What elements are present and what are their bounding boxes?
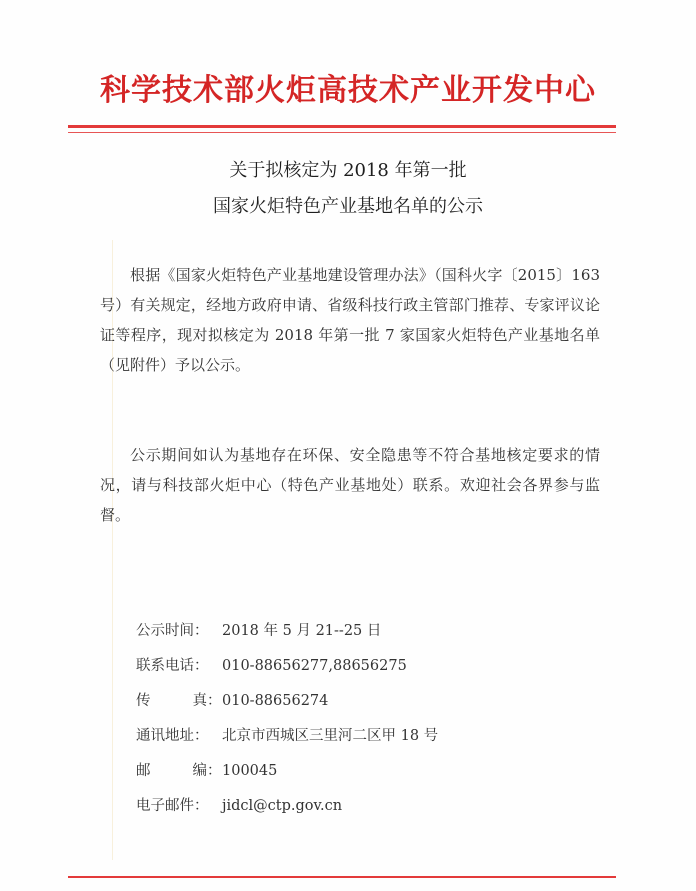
fax-label — [136, 684, 222, 719]
email-label: 电子邮件： — [136, 798, 209, 814]
letterhead-rule-thick — [68, 125, 616, 128]
address-row — [136, 719, 596, 754]
postcode-row — [136, 754, 596, 789]
notice-title-line-1: 关于拟核定为 2018 年第一批 — [229, 160, 467, 181]
postcode-label-char-1: 邮 — [136, 763, 151, 779]
postcode-label — [136, 754, 222, 789]
footer-rule — [68, 876, 616, 878]
publicity-period-label: 公示时间： — [136, 623, 209, 639]
letterhead-rule-thin — [68, 132, 616, 133]
notice-title-line-2: 国家火炬特色产业基地名单的公示 — [213, 196, 483, 217]
fax-label-char-1: 传 — [136, 693, 151, 709]
postcode-label-char-2: 编： — [192, 763, 222, 779]
fax-row — [136, 684, 596, 719]
phone-label: 联系电话： — [136, 658, 209, 674]
phone-value: 010-88656277,88656275 — [222, 658, 407, 674]
phone-row — [136, 649, 596, 684]
fax-label-char-2: 真： — [192, 693, 222, 709]
contact-info-block — [136, 614, 596, 824]
fax-value: 010-88656274 — [222, 693, 329, 709]
postcode-value: 100045 — [222, 763, 278, 779]
publicity-period-row — [136, 614, 596, 649]
address-label: 通讯地址： — [136, 728, 209, 744]
body-paragraph-2: 公示期间如认为基地存在环保、安全隐患等不符合基地核定要求的情况，请与科技部火炬中心（特色产业基地处）联系。欢迎社会各界参与监督。 — [100, 446, 600, 524]
publicity-period-value: 2018 年 5 月 21--25 日 — [222, 623, 382, 639]
body-paragraph-1: 根据《国家火炬特色产业基地建设管理办法》（国科火字〔2015〕163 号）有关规定，经地方政府申请、省级科技行政主管部门推荐、专家评议论证等程序，现对拟核定为 2018 年第一批 7 家国家火炬特色产业基地名单（见附件）予以公示。 — [100, 266, 600, 374]
letterhead-title: 科学技术部火炬高技术产业开发中心 — [100, 73, 596, 108]
email-row — [136, 789, 596, 824]
email-value: jidcl@ctp.gov.cn — [222, 798, 343, 814]
address-value: 北京市西城区三里河二区甲 18 号 — [222, 728, 439, 744]
